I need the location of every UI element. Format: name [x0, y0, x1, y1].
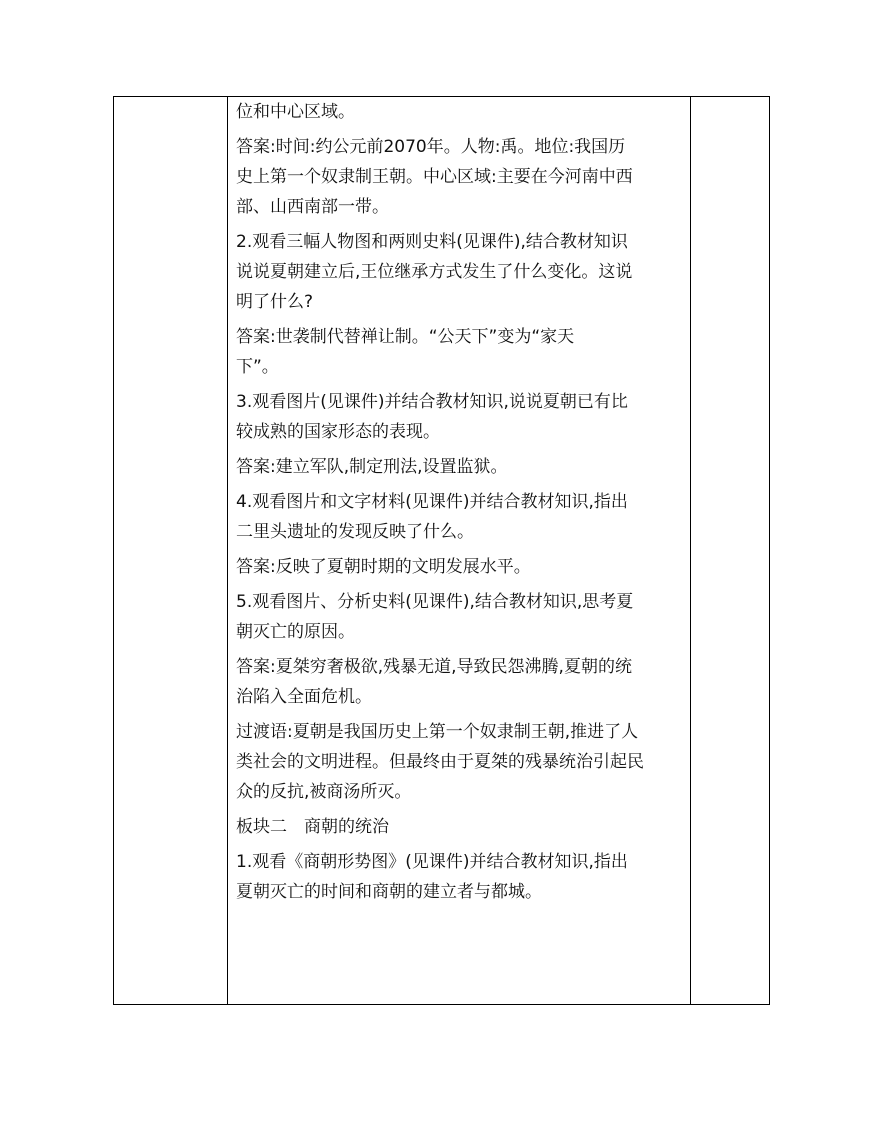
text-paragraph — [236, 450, 684, 485]
text-paragraph — [236, 810, 684, 845]
text-line: 明了什么? — [236, 292, 314, 312]
text-line: 下”。 — [236, 357, 279, 377]
text-line: 答案:世袭制代替禅让制。“公天下”变为“家天 — [236, 327, 575, 347]
text-paragraph — [236, 585, 684, 650]
text-line: 较成熟的国家形态的表现。 — [236, 422, 440, 442]
text-paragraph — [236, 550, 684, 585]
text-line: 1.观看《商朝形势图》(见课件)并结合教材知识,指出 — [236, 852, 628, 872]
text-line: 过渡语:夏朝是我国历史上第一个奴隶制王朝,推进了人 — [236, 722, 639, 742]
text-paragraph — [236, 845, 684, 910]
text-line: 答案:夏桀穷奢极欲,残暴无道,导致民怨沸腾,夏朝的统 — [236, 657, 632, 677]
text-line: 5.观看图片、分析史料(见课件),结合教材知识,思考夏 — [236, 592, 634, 612]
right-empty-cell — [691, 97, 770, 1005]
text-paragraph — [236, 485, 684, 550]
text-line: 4.观看图片和文字材料(见课件)并结合教材知识,指出 — [236, 492, 628, 512]
text-line: 夏朝灭亡的时间和商朝的建立者与都城。 — [236, 882, 542, 902]
left-empty-cell — [114, 97, 228, 1005]
text-line: 2.观看三幅人物图和两则史料(见课件),结合教材知识 — [236, 232, 628, 252]
text-line: 答案:建立军队,制定刑法,设置监狱。 — [236, 457, 508, 477]
text-line: 类社会的文明进程。但最终由于夏桀的残暴统治引起民 — [236, 752, 644, 772]
text-line: 答案:反映了夏朝时期的文明发展水平。 — [236, 557, 531, 577]
text-paragraph — [236, 97, 684, 130]
text-paragraph — [236, 385, 684, 450]
text-line: 部、山西南部一带。 — [236, 197, 389, 217]
text-paragraph — [236, 130, 684, 225]
text-line: 3.观看图片(见课件)并结合教材知识,说说夏朝已有比 — [236, 392, 628, 412]
text-line: 朝灭亡的原因。 — [236, 622, 355, 642]
text-line: 史上第一个奴隶制王朝。中心区域:主要在今河南中西 — [236, 167, 633, 187]
text-line: 众的反抗,被商汤所灭。 — [236, 782, 412, 802]
text-line: 答案:时间:约公元前2070年。人物:禹。地位:我国历 — [236, 137, 626, 157]
text-line: 说说夏朝建立后,王位继承方式发生了什么变化。这说 — [236, 262, 633, 282]
text-line: 治陷入全面危机。 — [236, 687, 372, 707]
text-line: 位和中心区域。 — [236, 102, 355, 122]
content-body — [228, 97, 690, 910]
text-paragraph — [236, 650, 684, 715]
text-paragraph — [236, 225, 684, 320]
table-row — [114, 97, 770, 1005]
text-paragraph — [236, 320, 684, 385]
content-cell — [228, 97, 691, 1005]
text-paragraph — [236, 715, 684, 810]
text-line: 二里头遗址的发现反映了什么。 — [236, 522, 474, 542]
lesson-table — [113, 96, 770, 1005]
text-line: 板块二 商朝的统治 — [236, 817, 389, 837]
